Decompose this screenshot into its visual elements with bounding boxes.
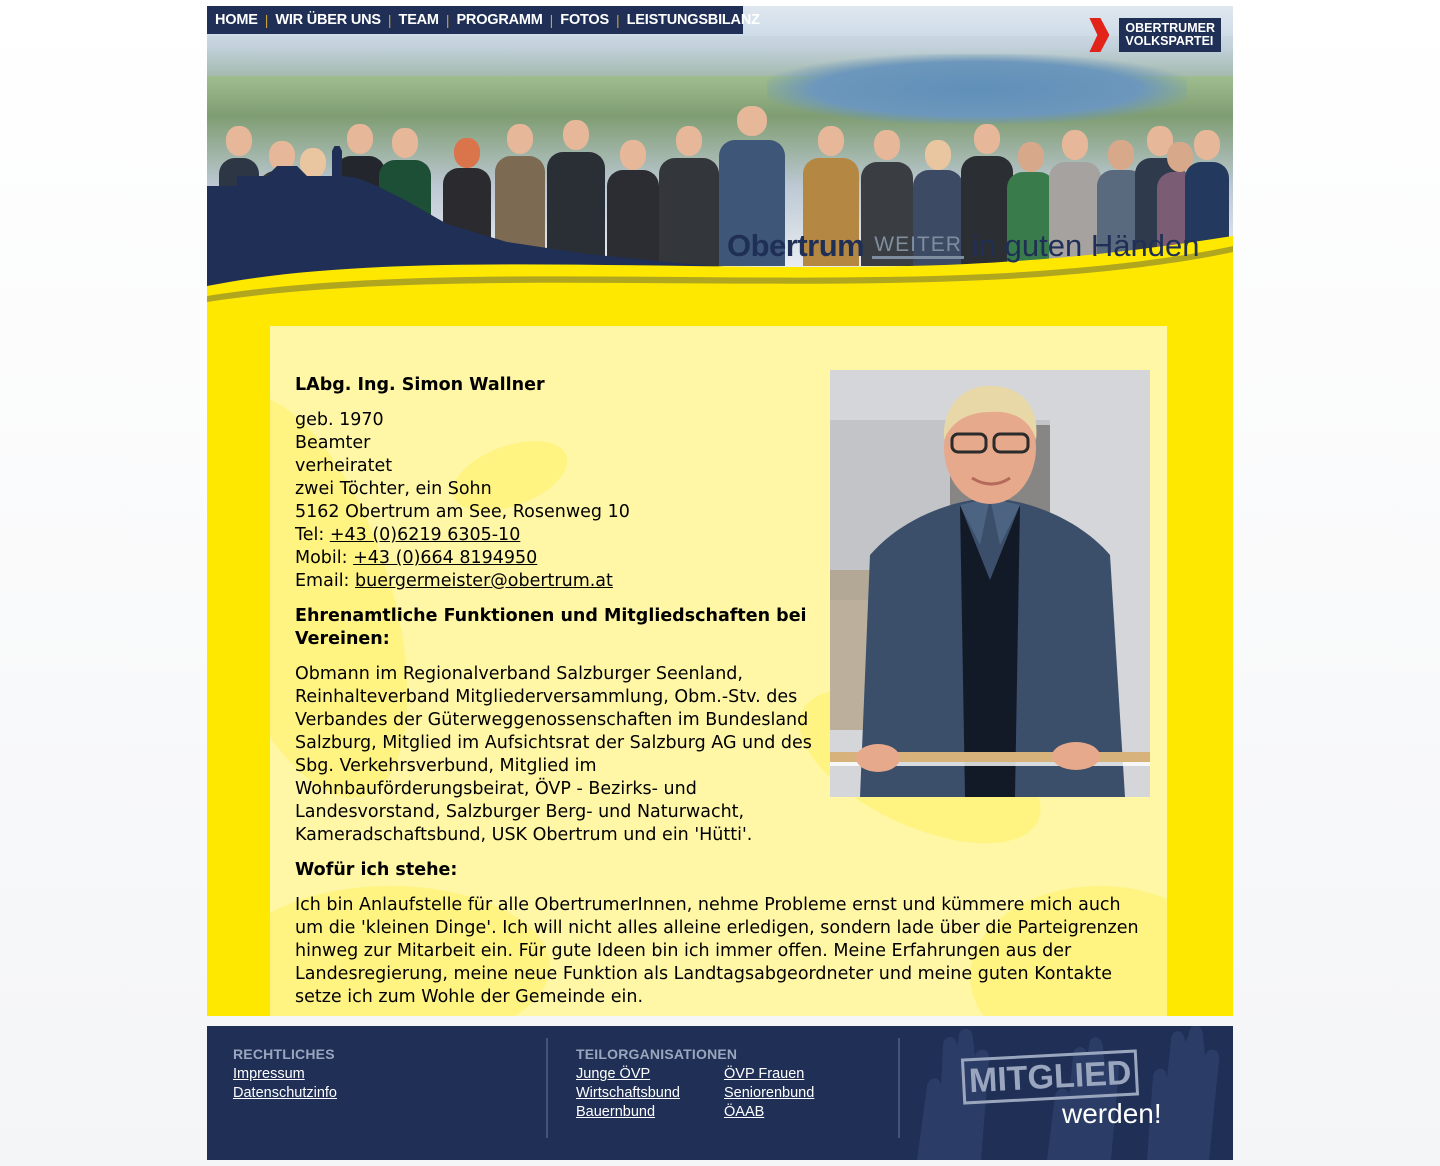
profile-address: 5162 Obertrum am See, Rosenweg 10 <box>295 502 630 522</box>
main-navigation <box>207 6 760 34</box>
footer-bauernbund-link[interactable]: Bauernbund <box>576 1104 656 1120</box>
nav-separator: | <box>615 12 620 28</box>
profile-name: LAbg. Ing. Simon Wallner <box>295 375 545 395</box>
content-area <box>207 326 1233 1016</box>
mitglied-werden-text: werden! <box>1062 1098 1162 1129</box>
slogan <box>727 228 1199 264</box>
slogan-rest: in guten Händen <box>971 228 1200 263</box>
nav-home[interactable]: HOME <box>215 12 258 28</box>
nav-team[interactable]: TEAM <box>398 12 439 28</box>
party-logo[interactable] <box>1089 18 1221 52</box>
logo-line-1: OBERTRUMER <box>1125 21 1215 35</box>
mobil-link[interactable]: +43 (0)664 8194950 <box>353 548 538 568</box>
functions-heading: Ehrenamtliche Funktionen und Mitgliedschaften bei Vereinen: <box>295 606 807 649</box>
footer-divider <box>546 1038 548 1138</box>
nav-separator: | <box>549 12 554 28</box>
profile-status: verheiratet <box>295 456 393 476</box>
page-wrapper <box>207 6 1233 1160</box>
header-banner <box>207 6 1233 326</box>
nav-separator: | <box>445 12 450 28</box>
mitglied-word: MITGLIED <box>961 1049 1140 1104</box>
footer-org-grid <box>576 1065 844 1122</box>
logo-mark-icon <box>1089 18 1109 52</box>
footer-impressum-link[interactable]: Impressum <box>233 1066 305 1082</box>
logo-line-2: VOLKSPARTEI <box>1125 34 1214 48</box>
nav-leistungsbilanz[interactable]: LEISTUNGSBILANZ <box>626 12 760 28</box>
profile-children: zwei Töchter, ein Sohn <box>295 479 492 499</box>
mitglied-werden-button[interactable] <box>962 1054 1162 1130</box>
nav-programm[interactable]: PROGRAMM <box>456 12 543 28</box>
footer-datenschutz-link[interactable]: Datenschutzinfo <box>233 1085 337 1101</box>
footer-junge-oevp-link[interactable]: Junge ÖVP <box>576 1066 651 1082</box>
slogan-obertrum: Obertrum <box>727 228 865 263</box>
footer <box>207 1026 1233 1160</box>
functions-text: Obmann im Regionalverband Salzburger Seenland, Reinhalteverband Mitgliederversammlung, Obm.-Stv. des Verbandes der Güterweggenossenschaften im Bundesland Salzburg, Mitglied im Aufsichtsrat der Salzburg AG und des Sbg. Verkehrsverbund, Mitglied im Wohnbauförderungsbeirat, ÖVP - Bezirks- und Landesvorstand, Salzburger Berg- und Naturwacht, Kameradschaftsbund, USK Obertrum und ein 'Hütti'. <box>295 664 812 845</box>
footer-seniorenbund-link[interactable]: Seniorenbund <box>724 1085 815 1101</box>
portrait-illustration <box>830 370 1150 797</box>
profile-job: Beamter <box>295 433 371 453</box>
values-text: Ich bin Anlaufstelle für alle ObertrumerInnen, nehme Probleme ernst und kümmere mich auch um die 'kleinen Dinge'. Ich will nicht alles alleine erledigen, sondern lade über die Parteigrenzen hinweg zur Mitarbeit ein. Für gute Ideen bin ich immer offen. Meine Erfahrungen aus der Landesregierung, meine neue Funktion als Landtagsabgeordneter und meine guten Kontakte setze ich zum Wohle der Gemeinde ein. <box>295 895 1139 1007</box>
nav-wir-ueber-uns[interactable]: WIR ÜBER UNS <box>275 12 381 28</box>
portrait-photo <box>830 370 1150 797</box>
footer-legal <box>233 1046 337 1103</box>
footer-org-heading: TEILORGANISATIONEN <box>576 1046 738 1062</box>
values-heading: Wofür ich stehe: <box>295 860 458 880</box>
content-panel <box>270 326 1167 1016</box>
email-label: Email: <box>295 571 350 591</box>
email-link[interactable]: buergermeister@obertrum.at <box>355 571 613 591</box>
logo-text <box>1119 18 1221 52</box>
footer-organisations <box>576 1046 844 1122</box>
nav-fotos[interactable]: FOTOS <box>560 12 609 28</box>
footer-divider <box>898 1038 900 1138</box>
footer-oevp-frauen-link[interactable]: ÖVP Frauen <box>724 1066 805 1082</box>
profile-born: geb. 1970 <box>295 410 384 430</box>
tel-link[interactable]: +43 (0)6219 6305-10 <box>329 525 521 545</box>
profile-article <box>295 374 1145 1009</box>
mobil-label: Mobil: <box>295 548 348 568</box>
footer-wirtschaftsbund-link[interactable]: Wirtschaftsbund <box>576 1085 680 1101</box>
nav-separator: | <box>387 12 392 28</box>
slogan-weiter: WEITER <box>872 234 964 259</box>
footer-legal-heading: RECHTLICHES <box>233 1046 335 1062</box>
footer-oeaab-link[interactable]: ÖAAB <box>724 1104 765 1120</box>
tel-label: Tel: <box>295 525 325 545</box>
nav-separator: | <box>264 12 269 28</box>
